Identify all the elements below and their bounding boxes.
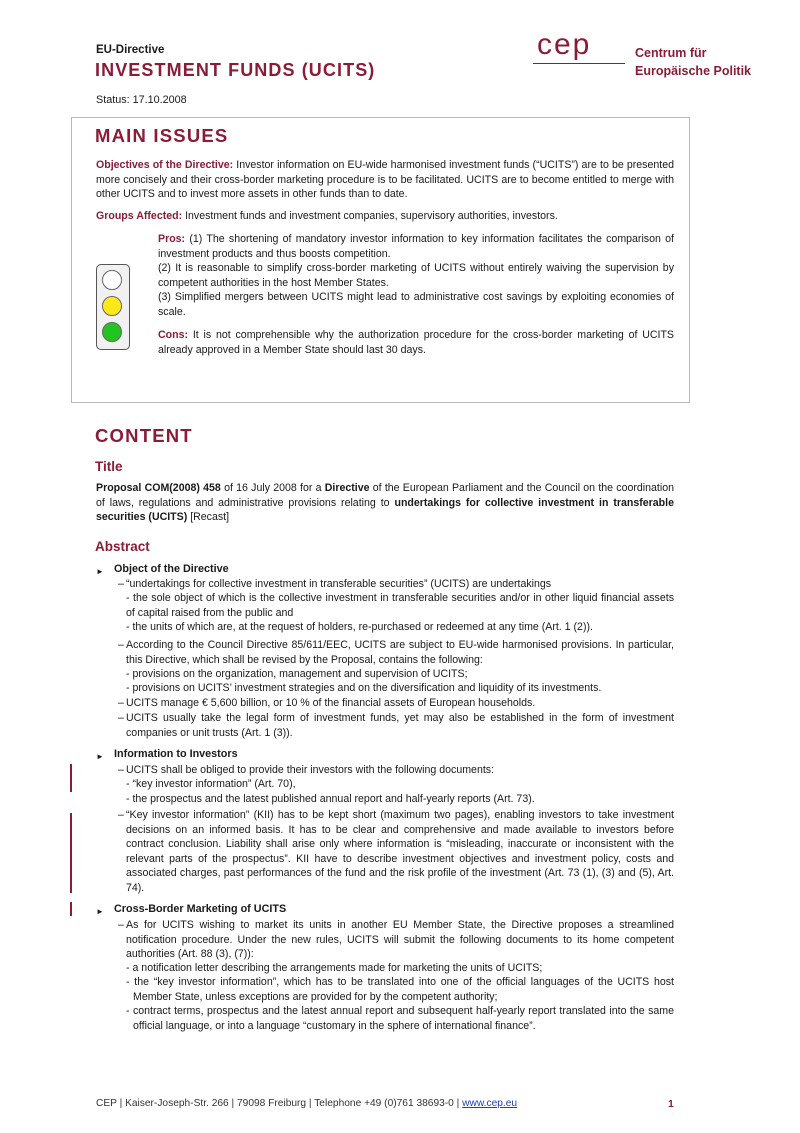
dash-marker: – bbox=[118, 919, 124, 931]
dash-marker: – bbox=[118, 764, 124, 776]
list-item: UCITS shall be obliged to provide their investors with the following documents: bbox=[126, 764, 495, 776]
proposal-text-1: of 16 July 2008 for a bbox=[220, 482, 325, 494]
footer-address: CEP | Kaiser-Joseph-Str. 266 | 79098 Freiburg | Telephone +49 (0)761 38693-0 | bbox=[96, 1098, 463, 1109]
list-item: According to the Council Directive 85/611/EEC, UCITS are subject to EU-wide harmonised provisions. In particular, this Directive, which shall be revised by the Proposal, contains the following: bbox=[126, 639, 674, 666]
section-heading-cross-border: Cross-Border Marketing of UCITS bbox=[114, 903, 287, 915]
objectives-text: Investor information on EU-wide harmonised investment funds (“UCITS”) are to be presented more concisely and their cross-border marketing procedure is to be facilitated. UCITS are to become entitled to merge with other UCITS and to invest more assets in other funds than to date. bbox=[96, 159, 674, 201]
sub-item: - contract terms, prospectus and the latest annual report and subsequent half-yearly report translated into the same official language, or into a language “customary in the sphere of international finance”. bbox=[126, 1005, 674, 1032]
sub-item: - the sole object of which is the collective investment in transferable securities and/or in other liquid financial assets of capital raised from the public and bbox=[126, 592, 674, 619]
sub-item: - the “key investor information”, which has to be translated into one of the official languages of the UCITS host Member State, unless exceptions are provided for by the competent authority; bbox=[126, 976, 674, 1003]
list-item: UCITS usually take the legal form of investment funds, yet may also be established in the form of investment companies or unit trusts (Art. 1 (3)). bbox=[126, 712, 674, 739]
pros-text-1: (1) The shortening of mandatory investor information to key information facilitates the comparison of investment products and thus boosts competition. bbox=[158, 233, 674, 260]
document-title: INVESTMENT FUNDS (UCITS) bbox=[95, 60, 376, 80]
objectives-paragraph bbox=[96, 158, 674, 202]
section-heading-object: Object of the Directive bbox=[114, 563, 229, 575]
bullet-arrow-icon: ► bbox=[96, 752, 104, 761]
main-issues-heading: MAIN ISSUES bbox=[95, 125, 229, 146]
proposal-directive: Directive bbox=[324, 482, 370, 494]
groups-label: Groups Affected: bbox=[96, 210, 183, 222]
cep-logo-text: cep bbox=[537, 28, 592, 61]
sub-item: - provisions on UCITS’ investment strategies and on the diversification and liquidity of its investments. bbox=[126, 682, 602, 694]
sub-item: - the prospectus and the latest published annual report and half-yearly reports (Art. 73). bbox=[126, 793, 535, 805]
status-date: Status: 17.10.2008 bbox=[96, 94, 187, 106]
list-item: UCITS manage € 5,600 billion, or 10 % of the financial assets of European households. bbox=[126, 697, 536, 709]
cep-organization-name bbox=[635, 44, 751, 80]
page-number: 1 bbox=[668, 1098, 674, 1110]
dash-marker: – bbox=[118, 697, 124, 709]
cons-label: Cons: bbox=[158, 329, 189, 341]
proposal-recast: [Recast] bbox=[187, 511, 230, 524]
abstract-subheading: Abstract bbox=[95, 539, 150, 554]
list-item: As for UCITS wishing to market its units in another EU Member State, the Directive proposes a streamlined notification procedure. Under the new rules, UCITS will submit the following documents to its home competent authorities (Art. 88 (3), (7)): bbox=[126, 919, 674, 961]
revision-margin-bar bbox=[70, 813, 72, 893]
sub-item: - “key investor information” (Art. 70), bbox=[126, 778, 296, 790]
traffic-light-white-lamp bbox=[102, 270, 122, 290]
document-type-label: EU-Directive bbox=[96, 44, 165, 56]
title-subheading: Title bbox=[95, 459, 123, 474]
content-heading: CONTENT bbox=[95, 425, 193, 446]
proposal-paragraph bbox=[96, 481, 674, 525]
pros-label: Pros: bbox=[158, 233, 186, 245]
proposal-ucits: undertakings for collective investment in transferable securities (UCITS) bbox=[96, 496, 674, 524]
pros-item-2: (2) It is reasonable to simplify cross-border marketing of UCITS without entirely waiving the supervision by competent authorities in the host Member States. bbox=[158, 262, 674, 289]
pros-item-1 bbox=[158, 232, 674, 261]
sub-item: - provisions on the organization, management and supervision of UCITS; bbox=[126, 668, 468, 680]
traffic-light-green-lamp bbox=[102, 322, 122, 342]
page-footer bbox=[96, 1097, 517, 1112]
footer-website-link[interactable]: www.cep.eu bbox=[462, 1098, 518, 1109]
proposal-reference: Proposal COM(2008) 458 bbox=[96, 482, 221, 494]
logo-divider bbox=[533, 63, 625, 64]
dash-marker: – bbox=[118, 712, 124, 724]
logo-name-line2: Europäische Politik bbox=[635, 64, 752, 78]
bullet-arrow-icon: ► bbox=[96, 907, 104, 916]
section-heading-information: Information to Investors bbox=[114, 748, 238, 760]
dash-marker: – bbox=[118, 578, 124, 590]
dash-marker: – bbox=[118, 809, 124, 821]
dash-marker: – bbox=[118, 639, 124, 651]
cons-paragraph bbox=[158, 328, 674, 357]
traffic-light-icon bbox=[96, 264, 130, 350]
proposal-text-2: of the European Parliament and the Council on the coordination of laws, regulations and administrative provisions relating to bbox=[96, 482, 674, 509]
list-item: “undertakings for collective investment in transferable securities” (UCITS) are undertakings bbox=[126, 578, 552, 590]
groups-text: Investment funds and investment companies, supervisory authorities, investors. bbox=[182, 210, 558, 222]
list-item: “Key investor information” (KII) has to be kept short (maximum two pages), enabling investors to take investment decisions on an informed basis. It has to be clear and comprehensive and made available to investors before contract conclusion. Liability shall arise only where information is “misleading, inaccurate or inconsistent with the relevant parts of the prospectus”. KII have to describe investment objectives and investment policy, costs and associated charges, past performances of the fund and the risk profile of the investment (Art. 73 (1), (3) and (5), Art. 74). bbox=[126, 809, 674, 894]
cons-text: It is not comprehensible why the authorization procedure for the cross-border marketing of UCITS already approved in a Member State should last 30 days. bbox=[158, 329, 674, 356]
revision-margin-bar bbox=[70, 902, 72, 916]
objectives-label: Objectives of the Directive: bbox=[96, 159, 234, 171]
groups-affected-paragraph bbox=[96, 209, 674, 224]
pros-paragraph bbox=[158, 232, 674, 320]
logo-name-line1: Centrum für bbox=[635, 46, 707, 60]
revision-margin-bar bbox=[70, 764, 72, 792]
sub-item: - a notification letter describing the arrangements made for marketing the units of UCITS; bbox=[126, 962, 543, 974]
pros-item-3: (3) Simplified mergers between UCITS might lead to administrative cost savings by exploiting economies of scale. bbox=[158, 291, 674, 318]
sub-item: - the units of which are, at the request of holders, re-purchased or redeemed at any time (Art. 1 (2)). bbox=[126, 621, 593, 633]
traffic-light-yellow-lamp bbox=[102, 296, 122, 316]
bullet-arrow-icon: ► bbox=[96, 567, 104, 576]
